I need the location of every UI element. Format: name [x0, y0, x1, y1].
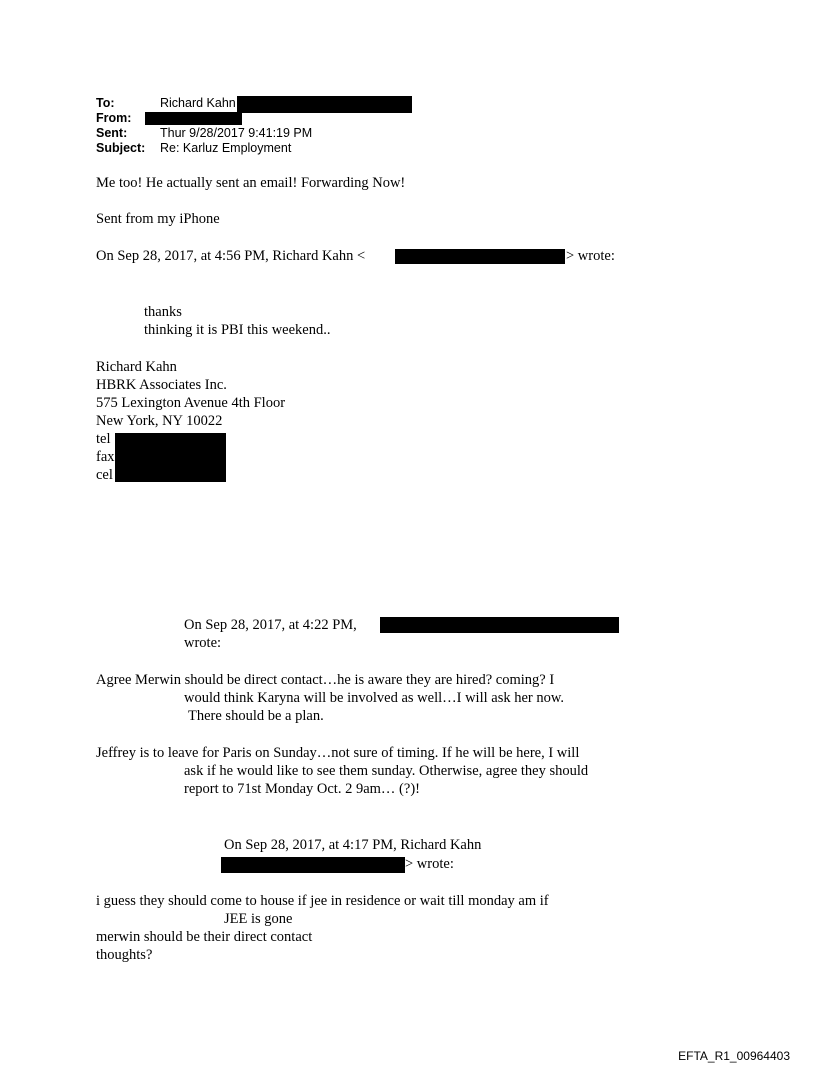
thinking-line: thinking it is PBI this weekend..	[144, 322, 331, 338]
redaction-phone-numbers	[115, 433, 226, 482]
signature-name: Richard Kahn	[96, 359, 177, 375]
quote1-suffix: > wrote:	[566, 248, 615, 264]
document-id: EFTA_R1_00964403	[678, 1049, 790, 1063]
para2-line3: report to 71st Monday Oct. 2 9am… (?)!	[184, 781, 420, 797]
signature-fax: fax	[96, 449, 115, 465]
reply-line: Me too! He actually sent an email! Forwarding Now!	[96, 175, 406, 191]
to-label: To:	[96, 96, 115, 110]
signature-tel: tel	[96, 431, 111, 447]
subject-label: Subject:	[96, 141, 146, 155]
signature-address1: 575 Lexington Avenue 4th Floor	[96, 395, 286, 411]
para1-line3: There should be a plan.	[188, 708, 324, 724]
redaction-quote3-email	[221, 857, 405, 873]
redaction-quote2-sender	[380, 617, 619, 633]
para3-line1: i guess they should come to house if jee in residence or wait till monday am if	[96, 893, 549, 909]
signature-company: HBRK Associates Inc.	[96, 377, 227, 393]
redaction-to-email	[237, 96, 412, 113]
signature-address2: New York, NY 10022	[96, 413, 223, 429]
para3-line3: merwin should be their direct contact	[96, 929, 313, 945]
to-value: Richard Kahn	[160, 96, 236, 110]
para3-line2: JEE is gone	[224, 911, 293, 927]
para2-line1: Jeffrey is to leave for Paris on Sunday…not sure of timing. If he will be here, I will	[96, 745, 580, 761]
redaction-from	[145, 112, 242, 125]
quote1-prefix: On Sep 28, 2017, at 4:56 PM, Richard Kahn <	[96, 248, 366, 264]
redaction-quote1-email	[395, 249, 565, 264]
para2-line2: ask if he would like to see them sunday. Otherwise, agree they should	[184, 763, 589, 779]
quote2-line2: wrote:	[184, 635, 222, 651]
quote3-line2: > wrote:	[405, 856, 454, 872]
from-label: From:	[96, 111, 132, 125]
para1-line2: would think Karyna will be involved as well…I will ask her now.	[184, 690, 565, 706]
sent-from-iphone: Sent from my iPhone	[96, 211, 220, 227]
quote3-line1: On Sep 28, 2017, at 4:17 PM, Richard Kahn	[224, 837, 482, 853]
signature-cel: cel	[96, 467, 113, 483]
para3-line4: thoughts?	[96, 947, 153, 963]
sent-label: Sent:	[96, 126, 128, 140]
subject-value: Re: Karluz Employment	[160, 141, 292, 155]
thanks-line: thanks	[144, 304, 182, 320]
sent-value: Thur 9/28/2017 9:41:19 PM	[160, 126, 313, 140]
quote2-line1: On Sep 28, 2017, at 4:22 PM,	[184, 617, 357, 633]
para1-line1: Agree Merwin should be direct contact…he is aware they are hired? coming? I	[96, 672, 555, 688]
